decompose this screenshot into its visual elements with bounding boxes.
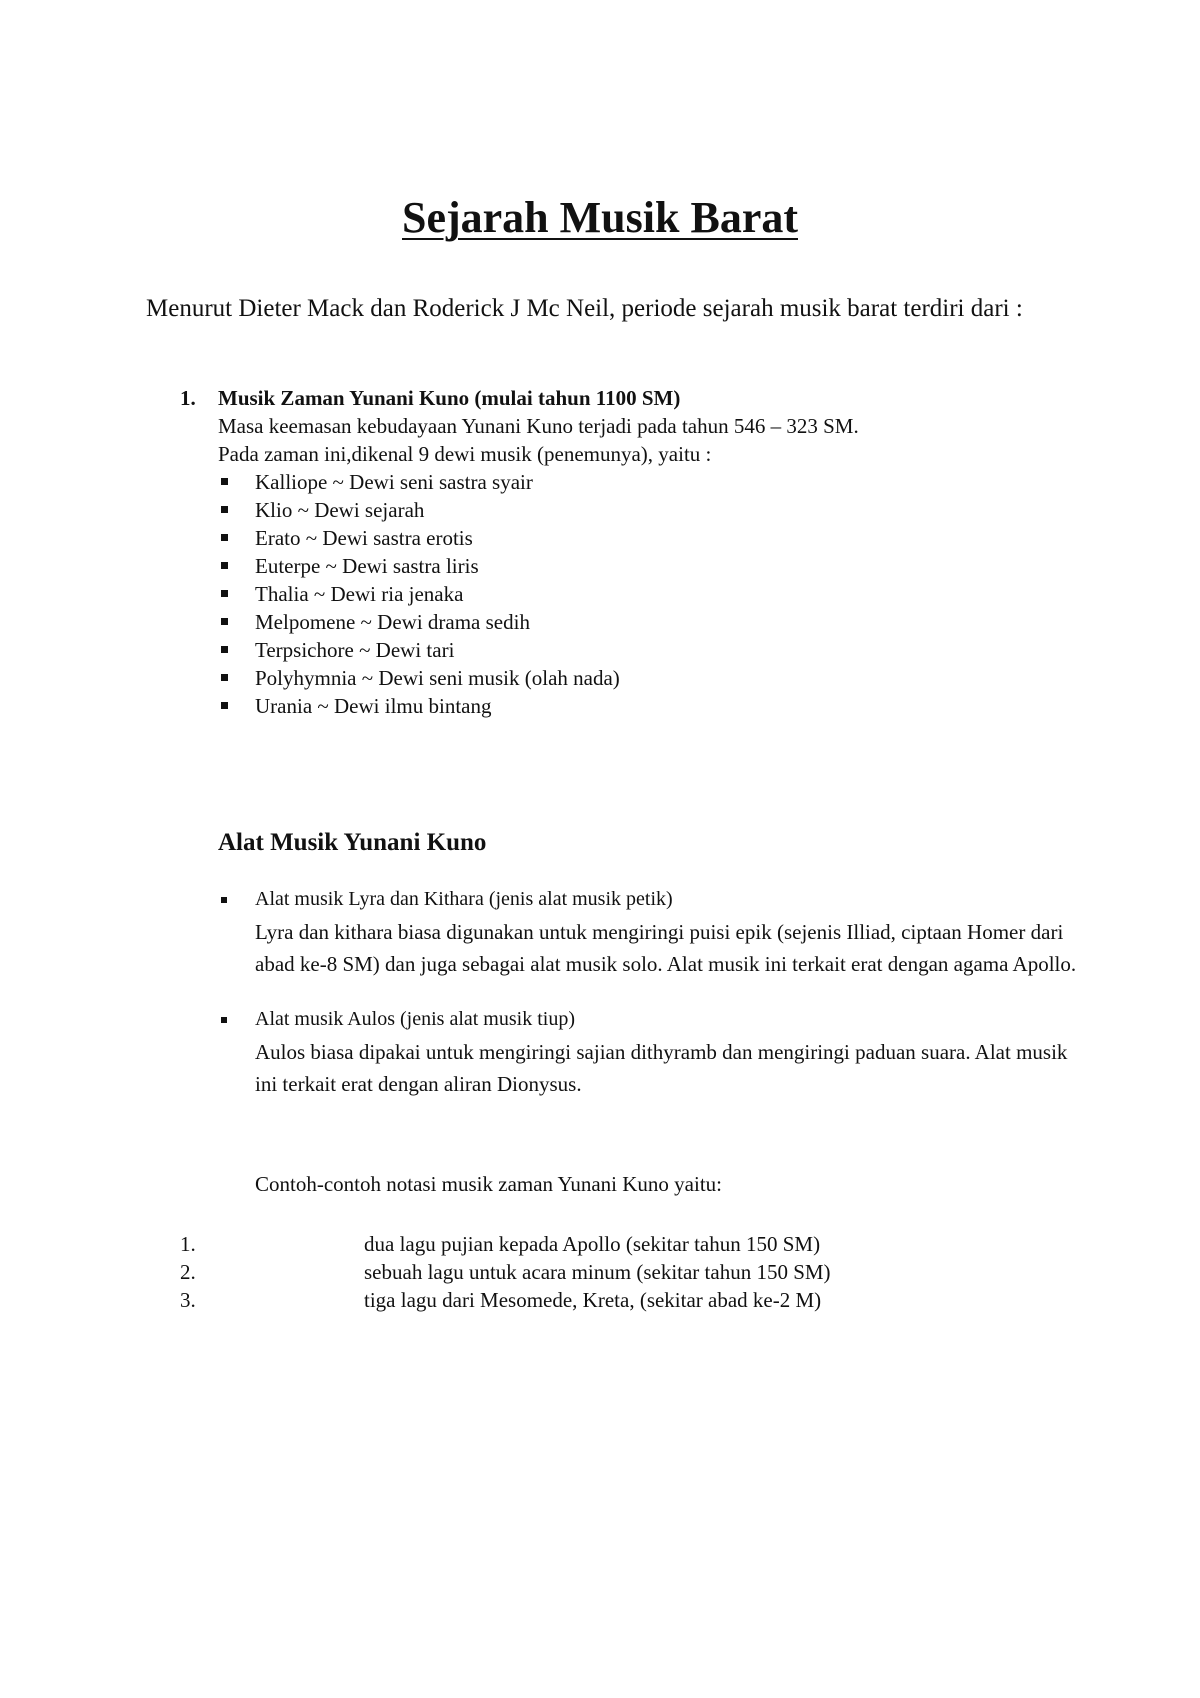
muse-text: Melpomene ~ Dewi drama sedih [255, 610, 530, 634]
example-text: tiga lagu dari Mesomede, Kreta, (sekitar abad ke-2 M) [364, 1288, 822, 1312]
example-text: sebuah lagu untuk acara minum (sekitar tahun 150 SM) [364, 1260, 831, 1284]
intro-paragraph: Menurut Dieter Mack dan Roderick J Mc Neil, periode sejarah musik barat terdiri dari : [146, 295, 1023, 322]
section-line-1: Masa keemasan kebudayaan Yunani Kuno terjadi pada tahun 546 – 323 SM. [218, 414, 859, 438]
muse-text: Urania ~ Dewi ilmu bintang [255, 694, 492, 718]
muse-text: Kalliope ~ Dewi seni sastra syair [255, 470, 533, 494]
instrument-item [218, 1006, 1078, 1100]
section-line-2: Pada zaman ini,dikenal 9 dewi musik (penemunya), yaitu : [218, 442, 712, 466]
square-bullet-icon [218, 608, 255, 636]
list-item [180, 1230, 980, 1258]
example-number: 2. [180, 1260, 196, 1284]
instrument-item [218, 886, 1078, 980]
instrument-title: Alat musik Aulos (jenis alat musik tiup) [255, 1008, 575, 1030]
list-item [218, 664, 1080, 692]
square-bullet-icon [218, 664, 255, 692]
section-greek-music [180, 384, 1080, 720]
list-item [218, 692, 1080, 720]
muse-text: Erato ~ Dewi sastra erotis [255, 526, 473, 550]
list-item [218, 496, 1080, 524]
square-bullet-icon [218, 1006, 255, 1100]
instrument-title: Alat musik Lyra dan Kithara (jenis alat musik petik) [255, 888, 673, 910]
square-bullet-icon [218, 692, 255, 720]
muse-text: Thalia ~ Dewi ria jenaka [255, 582, 464, 606]
list-item [180, 1258, 980, 1286]
square-bullet-icon [218, 524, 255, 552]
instrument-description: Lyra dan kithara biasa digunakan untuk mengiringi puisi epik (sejenis Illiad, ciptaan Homer dari abad ke-8 SM) dan juga sebagai alat musik solo. Alat musik ini terkait erat dengan agama Apollo. [255, 920, 1077, 976]
page-title: Sejarah Musik Barat [402, 193, 798, 242]
muse-text: Terpsichore ~ Dewi tari [255, 638, 455, 662]
examples-intro: Contoh-contoh notasi musik zaman Yunani Kuno yaitu: [255, 1172, 722, 1196]
square-bullet-icon [218, 580, 255, 608]
list-item [218, 580, 1080, 608]
section-title: Musik Zaman Yunani Kuno (mulai tahun 1100 SM) [218, 386, 681, 410]
square-bullet-icon [218, 468, 255, 496]
square-bullet-icon [218, 496, 255, 524]
muse-text: Klio ~ Dewi sejarah [255, 498, 425, 522]
example-number: 1. [180, 1232, 196, 1256]
square-bullet-icon [218, 886, 255, 980]
muse-list [180, 468, 1080, 720]
muse-text: Euterpe ~ Dewi sastra liris [255, 554, 479, 578]
instrument-description: Aulos biasa dipakai untuk mengiringi sajian dithyramb dan mengiringi paduan suara. Alat musik ini terkait erat dengan aliran Dionysus. [255, 1040, 1068, 1096]
list-item [218, 552, 1080, 580]
examples-list [180, 1230, 980, 1314]
instruments-heading: Alat Musik Yunani Kuno [218, 829, 487, 856]
list-item [218, 468, 1080, 496]
square-bullet-icon [218, 552, 255, 580]
section-heading [180, 384, 1080, 412]
list-item [218, 608, 1080, 636]
example-number: 3. [180, 1288, 196, 1312]
muse-text: Polyhymnia ~ Dewi seni musik (olah nada) [255, 666, 620, 690]
instrument-list [218, 886, 1078, 1100]
example-text: dua lagu pujian kepada Apollo (sekitar tahun 150 SM) [364, 1232, 821, 1256]
section-number: 1. [180, 386, 196, 410]
list-item [218, 524, 1080, 552]
list-item [180, 1286, 980, 1314]
list-item [218, 636, 1080, 664]
square-bullet-icon [218, 636, 255, 664]
